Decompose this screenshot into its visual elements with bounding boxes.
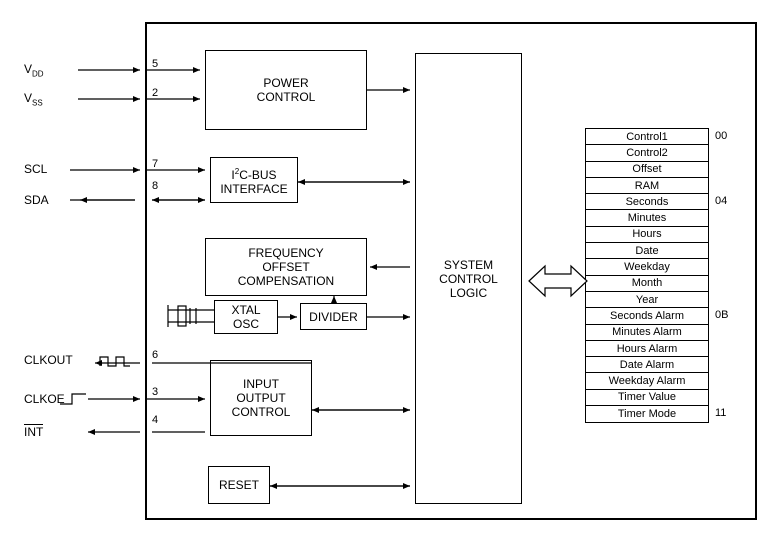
block-system-control-logic: SYSTEM CONTROL LOGIC bbox=[415, 53, 522, 504]
register-address-11: 11 bbox=[715, 407, 727, 419]
block-xtal-osc: XTAL OSC bbox=[214, 300, 278, 334]
block-reset: RESET bbox=[208, 466, 270, 504]
register-row: Seconds bbox=[586, 194, 708, 210]
pin-label-sda: SDA bbox=[24, 193, 49, 207]
register-map-table bbox=[585, 128, 709, 423]
block-i2c-interface: $I^2C$-BUS INTERFACE bbox=[210, 157, 298, 203]
pin-number-7: 7 bbox=[152, 158, 159, 170]
pin-number-8: 8 bbox=[152, 180, 159, 192]
pin-number-4: 4 bbox=[152, 414, 159, 426]
pin-label-clkoe: CLKOE bbox=[24, 392, 65, 406]
pin-label-scl: SCL bbox=[24, 162, 48, 176]
pin-number-2: 2 bbox=[152, 87, 159, 99]
block-power-control: POWER CONTROL bbox=[205, 50, 367, 130]
register-row: Timer Mode bbox=[617, 408, 677, 421]
pin-label-vss: $V_{SS}$ bbox=[24, 91, 43, 108]
pin-label-vdd: $V_{DD}$ bbox=[24, 62, 44, 79]
register-row: Minutes bbox=[586, 210, 708, 226]
register-row: Minutes Alarm bbox=[586, 325, 708, 341]
register-row: Hours bbox=[586, 227, 708, 243]
register-row: Weekday bbox=[586, 259, 708, 275]
register-address-00: 00 bbox=[715, 130, 728, 142]
register-row: RAM bbox=[586, 178, 708, 194]
pin-number-5: 5 bbox=[152, 58, 159, 70]
register-row: Year bbox=[586, 292, 708, 308]
register-row: Offset bbox=[586, 162, 708, 178]
pin-number-3: 3 bbox=[152, 386, 159, 398]
register-row: Date Alarm bbox=[586, 357, 708, 373]
register-address-04: 04 bbox=[715, 195, 728, 207]
register-address-0B: 0B bbox=[715, 309, 729, 321]
register-row: Timer Value bbox=[586, 390, 708, 406]
register-row: Seconds Alarm bbox=[586, 308, 708, 324]
block-frequency-offset-compensation: FREQUENCY OFFSET COMPENSATION bbox=[205, 238, 367, 296]
register-row: Control1 bbox=[586, 129, 708, 145]
pin-bus-line bbox=[145, 22, 147, 520]
register-row: Weekday Alarm bbox=[586, 373, 708, 389]
block-input-output-control: INPUT OUTPUT CONTROL bbox=[210, 360, 312, 436]
pin-number-6: 6 bbox=[152, 349, 159, 361]
register-row: Month bbox=[586, 276, 708, 292]
block-divider: DIVIDER bbox=[300, 303, 367, 330]
pin-label-clkout: CLKOUT bbox=[24, 353, 73, 367]
register-row: Control2 bbox=[586, 145, 708, 161]
pin-label-int: INT bbox=[24, 425, 44, 439]
register-row: Hours Alarm bbox=[586, 341, 708, 357]
register-row: Date bbox=[586, 243, 708, 259]
